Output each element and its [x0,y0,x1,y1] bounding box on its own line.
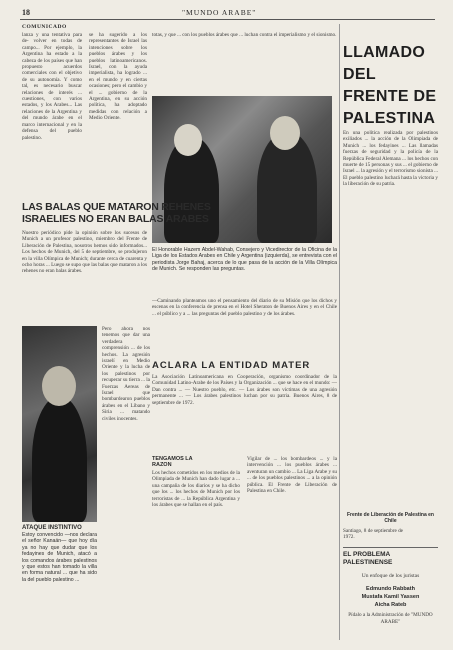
headline-llamado: LLAMADO DEL FRENTE DE PALESTINA [343,44,437,127]
publication-title: "MUNDO ARABE" [182,8,257,17]
book-order-note: Pídalo a la Administración de "MUNDO ARABE" [348,612,433,625]
intro-col-1: lanza y una tentativa para de- volver en todas de campo... Por ejemplo, la Argentina ha estado a la cabeza de los países que han propuesto acuerdos comerciales con el objetivo de su autonomía. Y como tal, es necesario buscar relaciones de interés ... cuestiones, con varios estados, y los Arabes... Las relaciones de la Argentina y del mundo árabe en el marco internacional y en la defensa del pueblo palestino. [22,32,82,141]
headline-balas: LAS BALAS QUE MATARON REHENES ISRAELIES NO ERAN BALAS ARABES [22,201,211,225]
aclara-article: La Asociación Latinoamericana en Cooperación, organismo coordinador de la Comunidad Latino-Arabe de los Países y la Organización ... que se hace en el mundo: — Dan contra ... — Nuestro pueblo, etc. — Los árabes son víctimas de una agresión permanente ... — Los árabes palestinos luchan por su patria. Buenos Aires, 8 de septiembre de 1972. [152,374,337,406]
llamado-article: En una política realizada por palestinos exiliados ... la acción de la Olimpiada de Munich ... los fedayines ... Las llamadas fuerzas de seguridad y la policía de la República Federal Alemana ... los hechos con muerte de 15 personas y sus ... el gobierno de Israel ... la agresión y el terrorismo sionista ... El pueblo palestino luchará hasta la victoria y la liberación de su patria. [343,130,438,188]
balas-article: Nuestro periódico pide la opinión sobre los sucesos de Munich a un profesor palestino, miembro del Frente de Liberación de Palestina, nosotros hemos sido informados... Los hechos de Munich, del 5 de septiembre, se produjeron en la villa Olímpica de Munich; durante cerca de cuarenta y ocho horas ... Luego se supo que las balas que mataron a los rehenes no eran balas árabes. [22,230,147,275]
photo-portrait [22,326,97,522]
intro-col-2: se ha sugerido a los representantes de Israel las intenciones sobre los pueblos árabes y los pueblos latinoamericanos. Israel, con la ayuda imperialista, ha logrado ... en el mundo y en ciertas ocasiones; pero el cambio y el ... gobierno de la Argentina, en su acción política, ha adoptado medidas con relación a Medio Oriente. [89,32,147,122]
headline-aclara: ACLARA LA ENTIDAD MATER [152,360,311,371]
article-middle-column: Pero ahora nos tenemos que dar una verdadera comprensión ... de los hechos. La agresión israelí en Medio Oriente y la lucha de los palestinos por recuperar su tierra ... la Fuerzas Aereas de Israel que bombardearon pueblos árabes en el Líbano y Siria ... matando civiles inocentes. [102,326,150,422]
llamado-date: Santiago, 8 de septiembre de 1972. [343,528,403,541]
tengamos-heading: TENGAMOS LA RAZON [152,456,193,468]
llamado-signature: Frente de Liberación de Palestina en Chile [347,512,434,524]
photo-portrait-caption: Estoy convencido —nos declara el señor Kanaán— que hoy día ya no hay que dudar que los fedayines de Munich, atacó a los comandos árabes palestinos y que estos han tomado la villa en forma natural ... que ha sido la del pueblo palestino ... [22,532,97,583]
book-subtitle: Un enfoque de los juristas [361,573,420,579]
header-rule [20,19,435,20]
photo-portrait-caption-title: ATAQUE INSTINTIVO [22,525,82,531]
book-title: EL PROBLEMA PALESTINENSE [343,551,393,566]
photo-interview-text: —Caminando planteamos uno el pensamiento del diario de su Misión que los dichos y escenas en la conferencia de prensa en el Hotel Sheraton de Buenos Aires y en el Chile ... el público y a ... las preguntas del pueblo palestino y de los árabes. [152,298,337,317]
box-rule-top [343,547,438,548]
page-number: 18 [22,8,30,17]
portrait-face [42,366,76,406]
intro-col-3: totas, y que ... con los pueblos árabes que ... luchan contra el imperialismo y el sionismo. [152,32,337,38]
photo-interview-caption: El Honorable Hazem Abdel-Wahab, Consejero y Vicedirector de la Oficina de la Liga de los Estados Arabes en Chile y Argentina (izquierda), se entrevista con el periodista Jorge Bahaj, acerca de lo que pasa de la acción de la Villa Olímpica de Munich. Se responden las preguntas. [152,247,337,273]
column-divider [339,24,340,640]
person-face-left [174,124,202,156]
portrait-body [32,396,87,522]
book-advert-box [343,551,438,641]
section-label: COMUNICADO [22,24,67,30]
tengamos-article: Los hechos cometidos en los medios de la Olimpiada de Munich han dado lugar a ... una campaña de los diarios y se ha dicho que los ... los hechos de Munich por los terroristas de ... la República Argentina y los árabes que se hallan en el país. [152,470,240,509]
article-right-column: Vigilar de ... los bombardeos ... y la intervención ... los pueblos árabes ... aventuran un cambio ... La Liga Arabe y su ... de los pueblos palestinos ... a la opinión pública. El Frente de Liberación de Palestina en Chile. [247,456,337,495]
person-face-right [270,116,300,150]
book-authors: Edmundo Rabbath Mustafa Kamil Yassen Aicha Rateb [361,586,420,609]
